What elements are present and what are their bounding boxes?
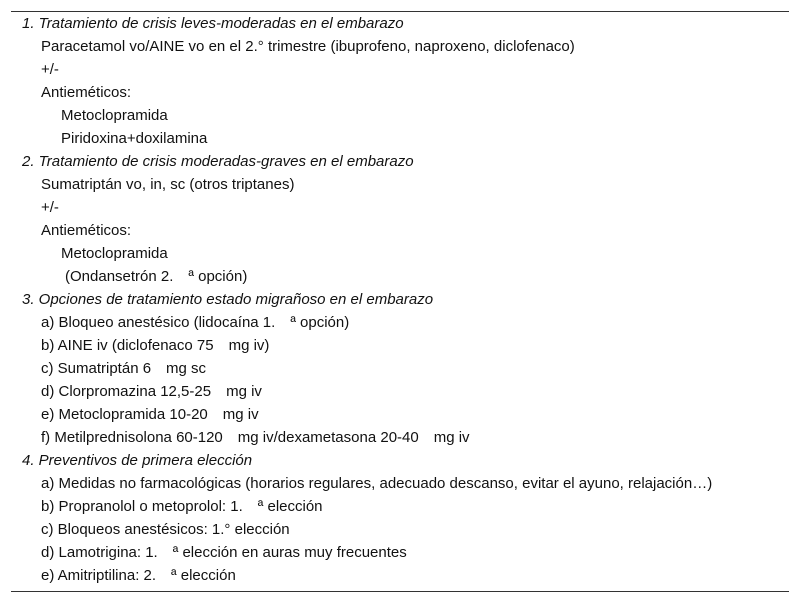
section-1-item-3: Antieméticos: xyxy=(41,84,132,101)
section-2-item-4: Metoclopramida xyxy=(61,245,168,262)
section-2-item-3: Antieméticos: xyxy=(41,222,132,239)
section-3-title: 3. Opciones de tratamiento estado migrañoso en el embarazo xyxy=(22,291,434,308)
section-1-title: 1. Tratamiento de crisis leves-moderadas en el embarazo xyxy=(22,15,404,32)
section-1-item-4: Metoclopramida xyxy=(61,107,168,124)
section-4-item-5: e) Amitriptilina: 2. ª elección xyxy=(41,567,236,584)
section-1-item-5: Piridoxina+doxilamina xyxy=(61,130,208,147)
section-1-item-2: +/- xyxy=(41,61,59,78)
section-2-title: 2. Tratamiento de crisis moderadas-graves en el embarazo xyxy=(22,153,414,170)
section-4-title: 4. Preventivos de primera elección xyxy=(22,452,253,469)
section-4-item-3: c) Bloqueos anestésicos: 1.° elección xyxy=(41,521,290,538)
section-2-item-2: +/- xyxy=(41,199,59,216)
section-3-item-5: e) Metoclopramida 10-20 mg iv xyxy=(41,406,259,423)
section-4-item-2: b) Propranolol o metoprolol: 1. ª elección xyxy=(41,498,323,515)
section-3-item-3: c) Sumatriptán 6 mg sc xyxy=(41,360,207,377)
section-2-item-5: (Ondansetrón 2. ª opción) xyxy=(65,268,248,285)
section-1-item-1: Paracetamol vo/AINE vo en el 2.° trimestre (ibuprofeno, naproxeno, diclofenaco) xyxy=(41,38,575,55)
section-3-item-4: d) Clorpromazina 12,5-25 mg iv xyxy=(41,383,262,400)
section-3-item-1: a) Bloqueo anestésico (lidocaína 1. ª opción) xyxy=(41,314,350,331)
treatment-table xyxy=(11,11,789,592)
section-3-item-6: f) Metilprednisolona 60-120 mg iv/dexametasona 20-40 mg iv xyxy=(41,429,470,446)
section-2-item-1: Sumatriptán vo, in, sc (otros triptanes) xyxy=(41,176,295,193)
section-4-item-1: a) Medidas no farmacológicas (horarios regulares, adecuado descanso, evitar el ayuno, relajación…) xyxy=(41,475,713,492)
section-3-item-2: b) AINE iv (diclofenaco 75 mg iv) xyxy=(41,337,270,354)
section-4-item-4: d) Lamotrigina: 1. ª elección en auras muy frecuentes xyxy=(41,544,407,561)
